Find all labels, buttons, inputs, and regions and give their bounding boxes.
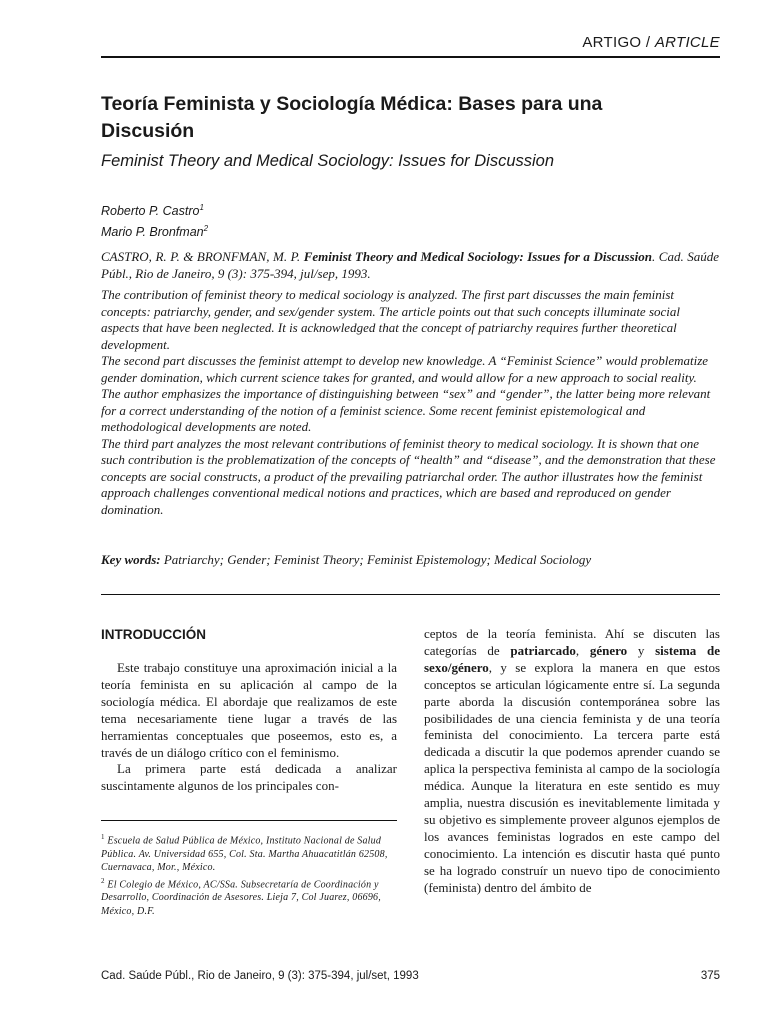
section-label-separator: /: [645, 34, 651, 51]
author-affiliation-mark: 2: [203, 224, 209, 234]
keywords-label: Key words:: [101, 552, 161, 567]
citation-title: Feminist Theory and Medical Sociology: Issues for a Discussion: [303, 249, 652, 264]
section-label-pt: ARTIGO: [582, 34, 642, 51]
term-patriarcado: patriarcado: [510, 642, 576, 658]
footnote-2: [101, 875, 397, 919]
abstract-paragraph: The second part discusses the feminist attempt to develop new knowledge. A “Feminist Science” would problematize gender domination, which current science takes for granted, and would allow for a new approach to social reality. The author emphasizes the importance of distinguishing between “sex” and “gender”, the latter being more relevant for a correct understanding of the notion of a feminist science. Some recent feminist epistemological and methodological developments are noted.: [101, 353, 711, 434]
citation-source: . Cad. Saúde Públ., Rio de Janeiro, 9 (3): 375-394, jul/sep, 1993.: [101, 249, 720, 281]
term-genero: género: [589, 642, 628, 658]
abstract: [101, 287, 719, 518]
footnote-mark: 1: [101, 833, 105, 841]
author-affiliation-mark: 1: [199, 203, 204, 212]
author-name: Roberto P. Castro: [101, 204, 200, 219]
right-column: [424, 626, 720, 897]
author-name: Mario P. Bronfman: [101, 225, 204, 240]
body-paragraph: Este trabajo constituye una aproximación inicial a la teoría feminista en su aplicación al campo de la sociología médica. El abordaje que realizamos de este tema necesariamente tiene lugar a través de las herramientas conceptuales que poseemos, esto es, a través de un diálogo crítico con el feminismo.: [101, 660, 397, 760]
keywords: [101, 551, 719, 568]
keywords-text: Patriarchy; Gender; Feminist Theory; Feminist Epistemology; Medical Sociology: [163, 552, 592, 567]
author-2: [101, 220, 208, 241]
footnotes: [101, 831, 397, 918]
footnote-mark: 2: [101, 876, 105, 885]
page-number: 375: [700, 970, 720, 982]
section-label-en: ARTICLE: [654, 34, 720, 51]
body-text-run: ceptos de la teoría feminista. Ahí se discuten las categorías de: [424, 626, 720, 658]
header-rule: [101, 56, 720, 58]
citation: [101, 248, 719, 282]
abstract-paragraph: The contribution of feminist theory to medical sociology is analyzed. The first part discusses the main feminist concepts: patriarchy, gender, and sex/gender system. The article points out that such concepts illuminate social aspects that have been neglected. It is acknowledged that the concept of patriarchy requires further theoretical development.: [101, 287, 681, 352]
body-text-run: ,: [575, 642, 590, 658]
abstract-paragraph: The third part analyzes the most relevant contributions of feminist theory to medical sociology. It is shown that one such contribution is the problematization of the concepts of “health” and “disease”, and the demonstration that these concepts are social constructs, a product of the prevailing patriarchal order. The author illustrates how the feminist approach challenges conventional medical notions and practices, which are based and reproduced on gender domination.: [101, 435, 716, 517]
body-text-run: , y se explora la manera en que estos conceptos se articulan lógicamente entre sí. La segunda parte aborda la discusión contemporánea sobre las posibilidades de una ciencia feminista y de una teoría feminista del conocimiento. La tercera parte está dedicada a discutir la que podemos aprender cuando se aplica la perspectiva feminista al campo de la sociología médica. Aunque la literatura en este sentido es muy amplia, nuestra discusión es inevitablemente limitada y su objetivo es simplemente proveer algunos ejemplos de los avances feministas logrados en este campo del conocimiento. La intención es discutir hasta qué punto se ha logrado construír un nuevo tipo de conocimiento (feminista) dentro del ámbito de: [424, 659, 720, 895]
section-label: [582, 34, 720, 51]
author-list: [101, 199, 208, 241]
article-title-en: Feminist Theory and Medical Sociology: Issues for Discussion: [101, 152, 555, 170]
footnote-text: Escuela de Salud Pública de México, Instituto Nacional de Salud Pública. Av. Universidad 655, Col. Sta. Martha Ahuacatitlán 62508, Cuernavaca, Mor., México.: [101, 835, 388, 874]
body-paragraph-continued: [424, 626, 720, 897]
footnote-rule: [101, 820, 397, 821]
citation-authors: CASTRO, R. P. & BRONFMAN, M. P.: [101, 249, 301, 264]
footnote-text: El Colegio de México, AC/SSa. Subsecretaría de Coordinación y Desarrollo, Coordinación de Asesores. Lieja 7, Col Juarez, 06696, México, D.F.: [101, 878, 381, 917]
body-text-run: y: [627, 642, 656, 658]
journal-citation-footer: Cad. Saúde Públ., Rio de Janeiro, 9 (3): 375-394, jul/set, 1993: [101, 970, 419, 982]
footnote-1: [101, 831, 397, 875]
left-column: [101, 626, 397, 795]
article-title-es: Teoría Feminista y Sociología Médica: Bases para una Discusión: [101, 93, 603, 142]
section-heading-introduccion: INTRODUCCIÓN: [101, 627, 206, 642]
body-paragraph: La primera parte está dedicada a analizar suscintamente algunos de los principales con-: [101, 761, 397, 794]
abstract-divider: [101, 594, 720, 595]
author-1: [101, 199, 208, 220]
term-sistema-sexo-genero: sistema de sexo/género: [424, 642, 720, 675]
